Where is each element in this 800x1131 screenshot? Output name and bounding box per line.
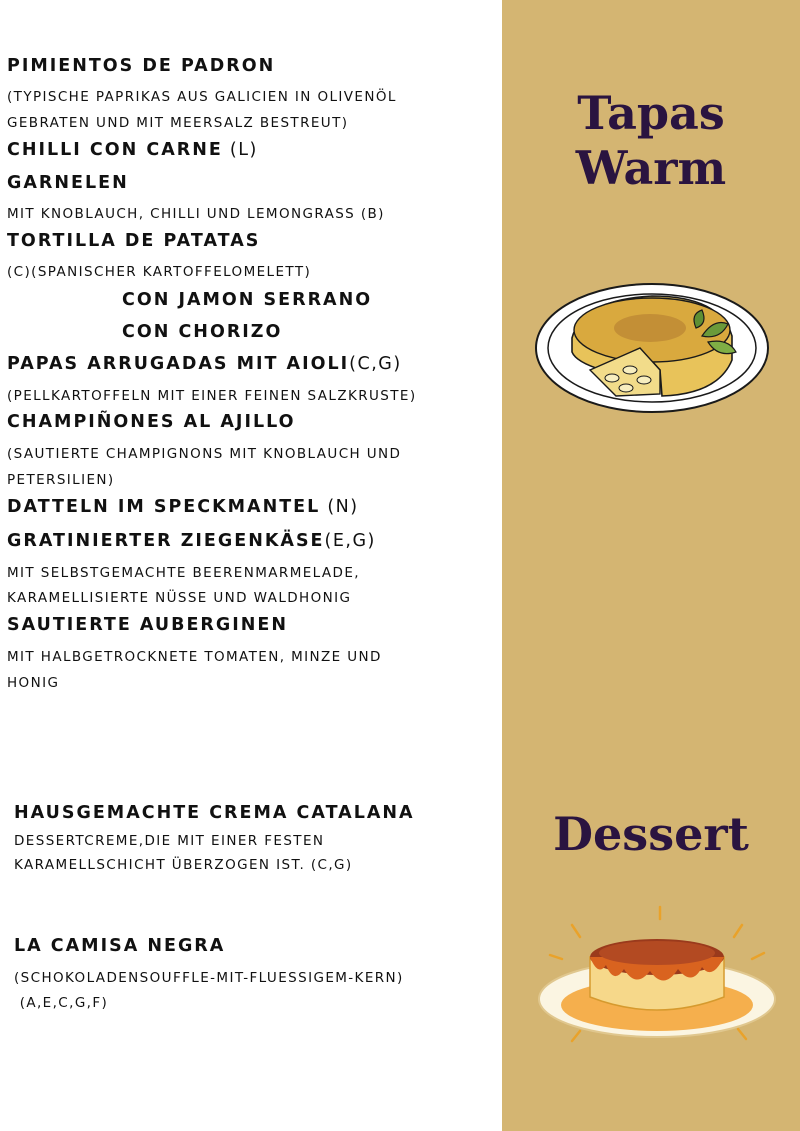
dessert-crema-desc-line2: KARAMELLSCHICHT ÜBERZOGEN IST. (C,G) bbox=[14, 857, 353, 873]
heading-tapas-warm bbox=[502, 86, 800, 196]
item-garnelen-desc: MIT KNOBLAUCH, CHILLI UND LEMONGRASS (B) bbox=[7, 206, 385, 222]
item-datteln bbox=[7, 497, 359, 517]
item-tortilla-title: TORTILLA DE PATATAS bbox=[7, 231, 261, 251]
dessert-camisa-desc-line2: (A,E,C,G,F) bbox=[14, 995, 109, 1011]
item-chilli bbox=[7, 140, 258, 160]
item-auberginen-desc-line1: MIT HALBGETROCKNETE TOMATEN, MINZE UND bbox=[7, 649, 382, 665]
item-papas-title: PAPAS ARRUGADAS MIT AIOLI bbox=[7, 354, 350, 374]
item-auberginen-title: SAUTIERTE AUBERGINEN bbox=[7, 615, 289, 635]
item-ziegen-desc-line1: MIT SELBSTGEMACHTE BEERENMARMELADE, bbox=[7, 565, 360, 581]
item-champinones-desc-line1: (SAUTIERTE CHAMPIGNONS MIT KNOBLAUCH UND bbox=[7, 446, 402, 462]
heading-tapas-line2: Warm bbox=[575, 141, 727, 196]
item-papas-desc: (PELLKARTOFFELN MIT EINER FEINEN SALZKRUSTE) bbox=[7, 388, 417, 404]
item-papas-allergen: (C,G) bbox=[349, 354, 402, 374]
item-tortilla-option-chorizo: CON CHORIZO bbox=[122, 322, 283, 342]
item-datteln-allergen: (N) bbox=[320, 497, 359, 517]
item-ziegen bbox=[7, 531, 376, 551]
heading-dessert: Dessert bbox=[553, 807, 749, 861]
item-garnelen-title: GARNELEN bbox=[7, 173, 129, 193]
item-ziegen-title: GRATINIERTER ZIEGENKÄSE bbox=[7, 531, 325, 551]
item-pimientos-desc-line1: (TYPISCHE PAPRIKAS AUS GALICIEN IN OLIVENÖL bbox=[7, 89, 397, 105]
item-tortilla-option-serrano: CON JAMON SERRANO bbox=[122, 290, 373, 310]
dessert-crema-desc-line1: DESSERTCREME,DIE MIT EINER FESTEN bbox=[14, 833, 325, 849]
item-pimientos-desc-line2: GEBRATEN UND MIT MEERSALZ BESTREUT) bbox=[7, 115, 349, 131]
dessert-camisa-desc-line1: (SCHOKOLADENSOUFFLE-MIT-FLUESSIGEM-KERN) bbox=[14, 970, 404, 986]
dessert-crema-title: HAUSGEMACHTE CREMA CATALANA bbox=[14, 803, 415, 823]
item-tortilla-desc: (C)(SPANISCHER KARTOFFELOMELETT) bbox=[7, 264, 312, 280]
flan-illustration bbox=[532, 905, 782, 1055]
item-champinones-desc-line2: PETERSILIEN) bbox=[7, 472, 115, 488]
item-chilli-title: CHILLI CON CARNE bbox=[7, 140, 223, 160]
item-champinones-title: CHAMPIÑONES AL AJILLO bbox=[7, 412, 296, 432]
heading-tapas-line1: Tapas bbox=[577, 86, 725, 140]
item-pimientos-title: PIMIENTOS DE PADRON bbox=[7, 56, 276, 76]
item-ziegen-allergen: (E,G) bbox=[324, 531, 376, 551]
item-auberginen-desc-line2: HONIG bbox=[7, 675, 60, 691]
item-papas bbox=[7, 354, 402, 374]
dessert-camisa-title: LA CAMISA NEGRA bbox=[14, 936, 226, 956]
item-chilli-allergen: (L) bbox=[222, 140, 258, 160]
tortilla-illustration bbox=[532, 278, 772, 418]
item-ziegen-desc-line2: KARAMELLISIERTE NÜSSE UND WALDHONIG bbox=[7, 590, 352, 606]
item-datteln-title: DATTELN IM SPECKMANTEL bbox=[7, 497, 321, 517]
